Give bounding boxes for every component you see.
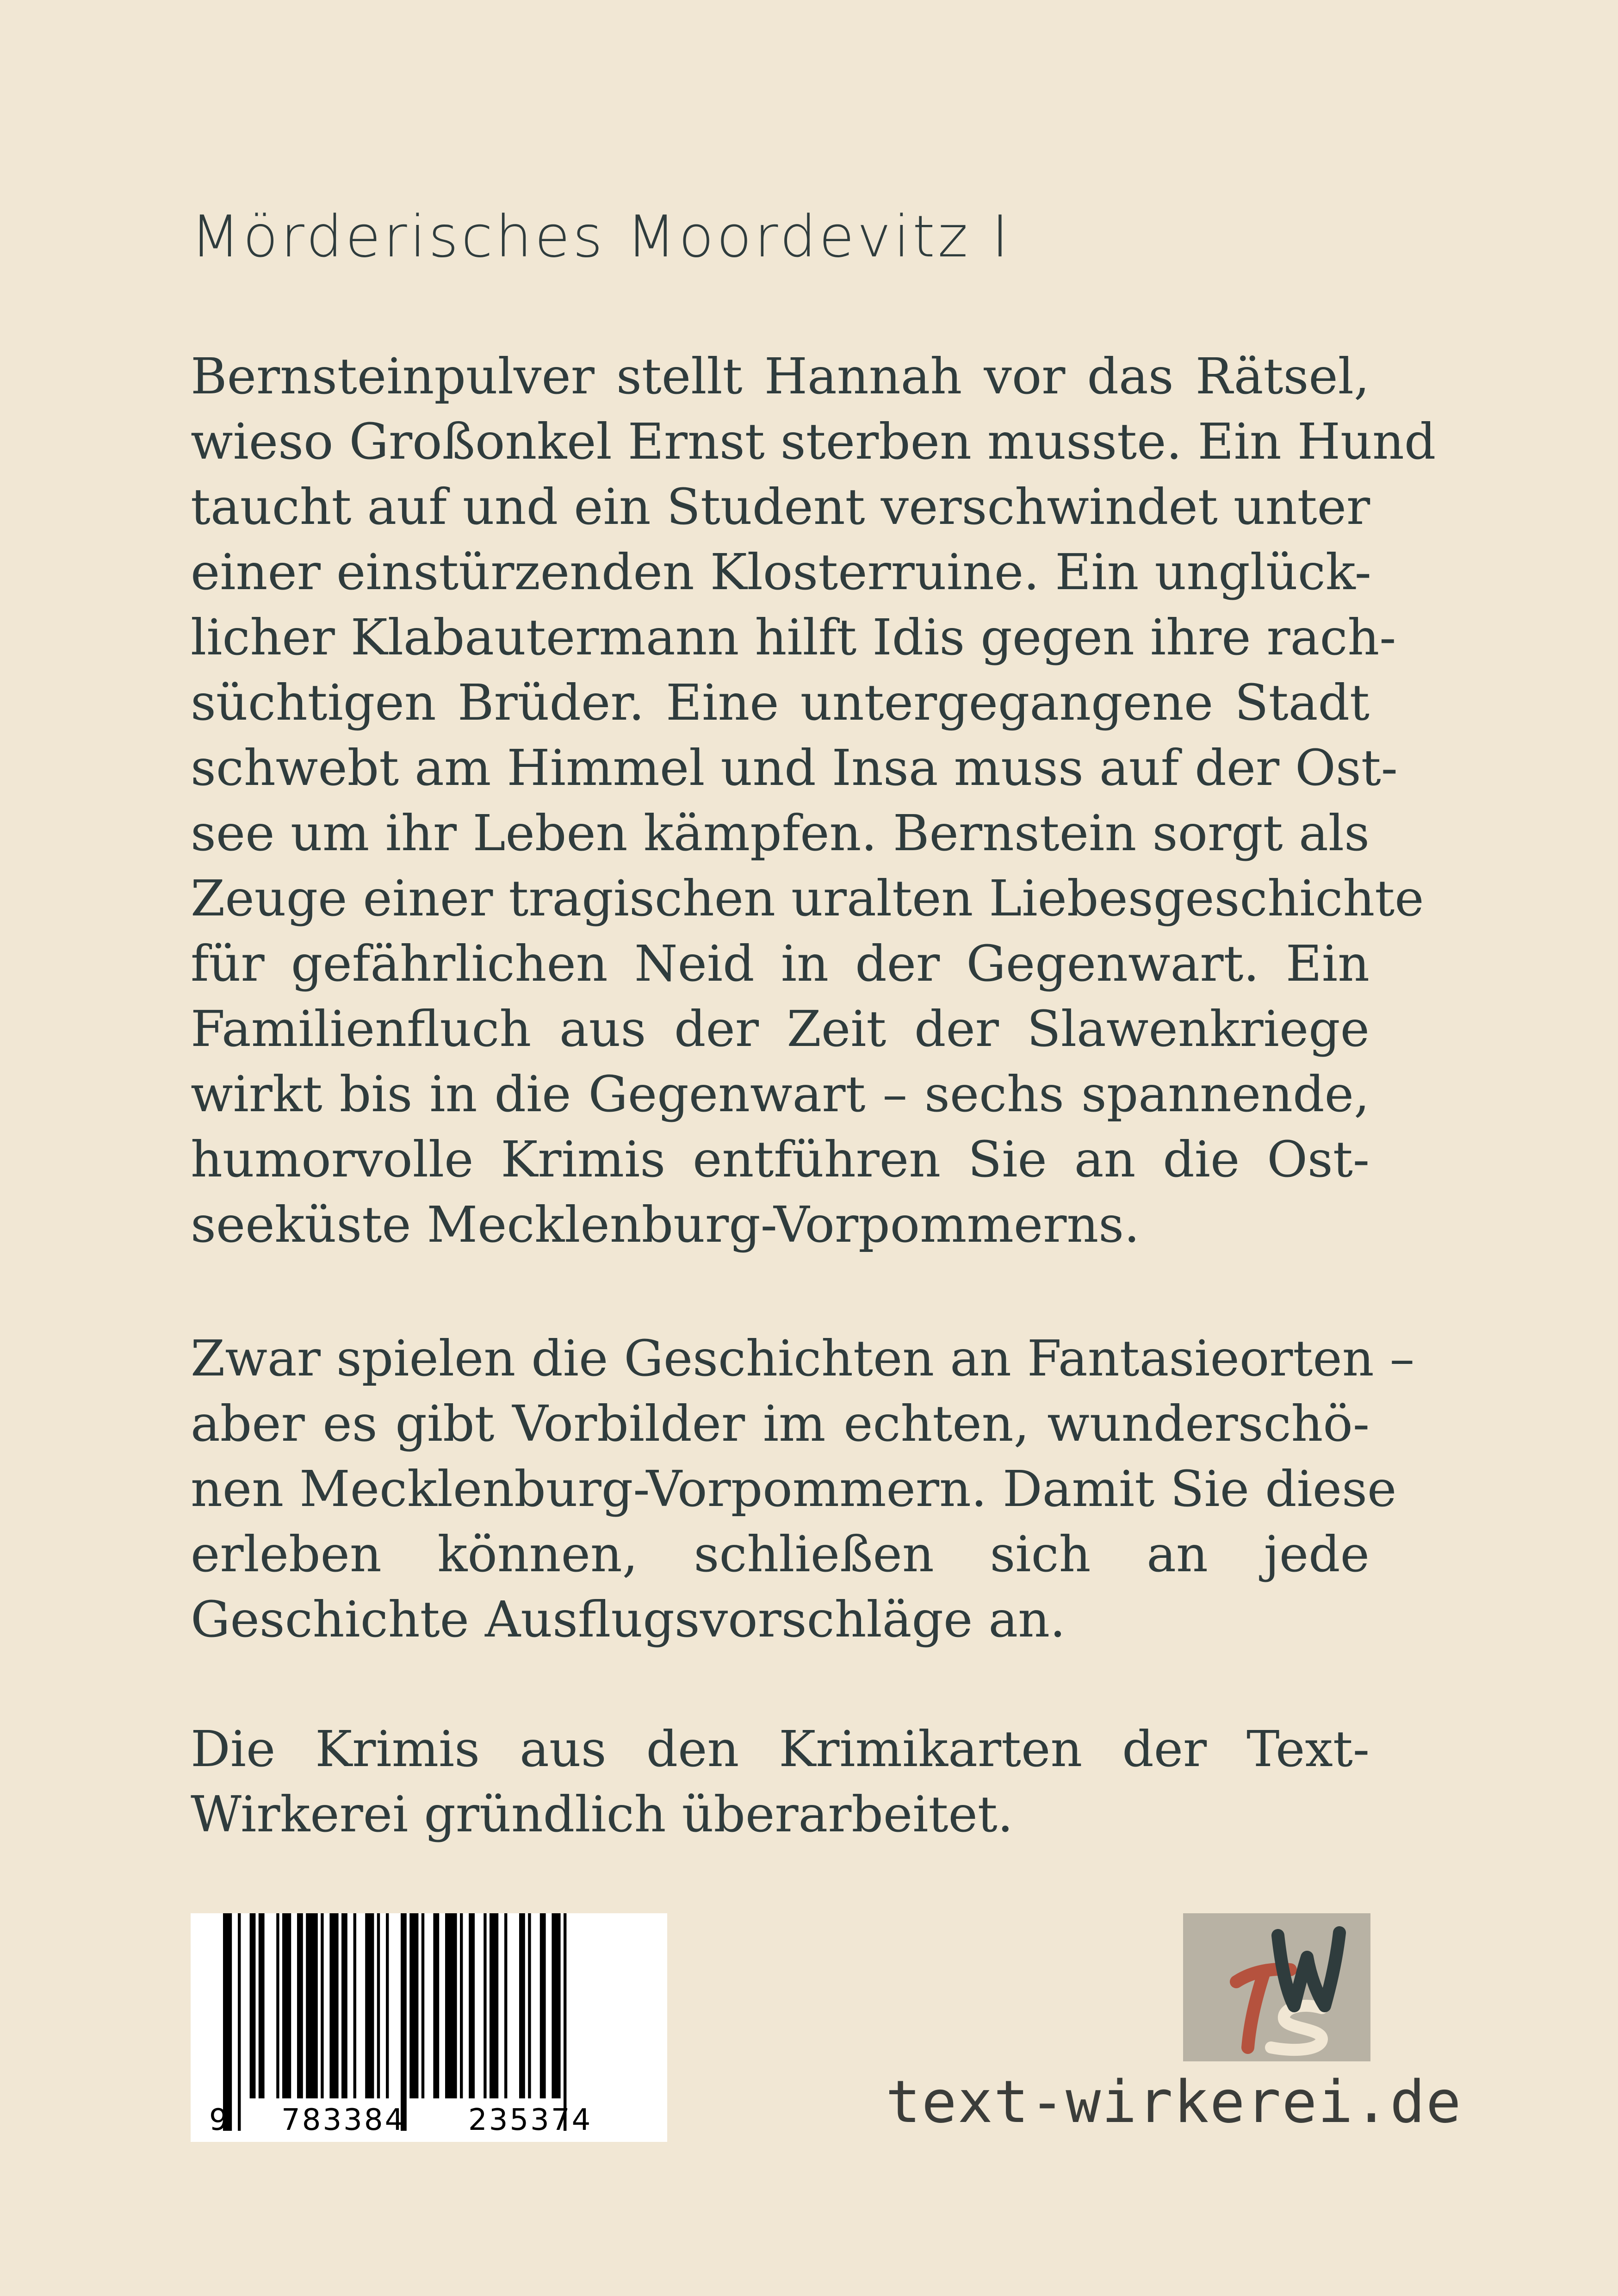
isbn-barcode (191, 1913, 667, 2142)
blurb-paragraph-3 (191, 1717, 1370, 1848)
text-line: einer einstürzenden Klosterruine. Ein unglück- (191, 544, 1371, 601)
barcode-bars (191, 1913, 667, 2142)
barcode-bar (445, 1913, 457, 2098)
text-line: Zwar spielen die Geschichten an Fantasieorten – (191, 1330, 1415, 1388)
barcode-bar (564, 1913, 566, 2131)
tws-logo-icon (1183, 1913, 1370, 2061)
barcode-bar (321, 1913, 323, 2098)
barcode-bar (528, 1913, 531, 2098)
barcode-bar (386, 1913, 389, 2098)
barcode-digits-right: 235374 (468, 2103, 593, 2137)
text-line: aber es gibt Vorbilder im echten, wunderschö- (191, 1395, 1370, 1453)
barcode-bar (409, 1913, 418, 2098)
barcode-bar (282, 1913, 291, 2098)
barcode-bar (259, 1913, 265, 2098)
text-line: wirkt bis in die Gegenwart – sechs spannende, (191, 1066, 1370, 1123)
text-line: humorvolle Krimis entführen Sie an die Ost- (191, 1131, 1370, 1188)
barcode-bar (329, 1913, 338, 2098)
barcode-bar (490, 1913, 498, 2098)
barcode-bar (306, 1913, 318, 2098)
barcode-bar (250, 1913, 256, 2098)
barcode-bar (365, 1913, 374, 2098)
text-line: nen Mecklenburg-Vorpommern. Damit Sie diese (191, 1461, 1397, 1518)
text-line: Die Krimis aus den Krimikarten der Text- (191, 1721, 1370, 1778)
barcode-bar (433, 1913, 439, 2098)
book-title: Mörderisches Moordevitz I (191, 204, 1011, 270)
text-line: Wirkerei gründlich überarbeitet. (191, 1786, 1013, 1843)
publisher-url[interactable]: text-wirkerei.de (886, 2068, 1462, 2136)
barcode-bar (422, 1913, 424, 2098)
barcode-bar (460, 1913, 463, 2098)
publisher-logo (1183, 1913, 1370, 2061)
blurb-paragraph-2 (191, 1326, 1415, 1653)
text-line: Bernsteinpulver stellt Hannah vor das Rätsel, (191, 348, 1370, 405)
text-line: wieso Großonkel Ernst sterben musste. Ein Hund (191, 413, 1436, 471)
barcode-bar (276, 1913, 279, 2098)
text-line: Geschichte Ausflugsvorschläge an. (191, 1591, 1066, 1649)
text-line: erleben können, schließen sich an jede (191, 1526, 1370, 1583)
barcode-bar (469, 1913, 475, 2098)
barcode-bar (504, 1913, 507, 2098)
barcode-bar (519, 1913, 525, 2098)
barcode-bar (297, 1913, 303, 2098)
text-line: für gefährlichen Neid in der Gegenwart. Ein (191, 935, 1370, 993)
barcode-bar (341, 1913, 347, 2098)
text-line: süchtigen Brüder. Eine untergegangene Stadt (191, 674, 1370, 732)
barcode-bar (552, 1913, 560, 2098)
barcode-bar (401, 1913, 407, 2131)
blurb-paragraph-1 (191, 344, 1436, 1258)
barcode-bar (238, 1913, 241, 2131)
text-line: schwebt am Himmel und Insa muss auf der Ost- (191, 740, 1398, 797)
barcode-digits-left: 783384 (281, 2103, 406, 2137)
text-line: licher Klabautermann hilft Idis gegen ihre rach- (191, 609, 1396, 666)
barcode-bar (353, 1913, 356, 2098)
text-line: taucht auf und ein Student verschwindet unter (191, 479, 1370, 536)
text-line: Zeuge einer tragischen uralten Liebesgeschichte (191, 870, 1424, 927)
barcode-bar (484, 1913, 486, 2098)
barcode-bar (223, 1913, 232, 2131)
barcode-bar (377, 1913, 380, 2098)
text-line: Familienfluch aus der Zeit der Slawenkriege (191, 1001, 1370, 1058)
barcode-digit-lead: 9 (209, 2103, 230, 2137)
barcode-bar (540, 1913, 546, 2098)
text-line: seeküste Mecklenburg-Vorpommerns. (191, 1196, 1140, 1254)
text-line: see um ihr Leben kämpfen. Bernstein sorgt als (191, 805, 1370, 862)
